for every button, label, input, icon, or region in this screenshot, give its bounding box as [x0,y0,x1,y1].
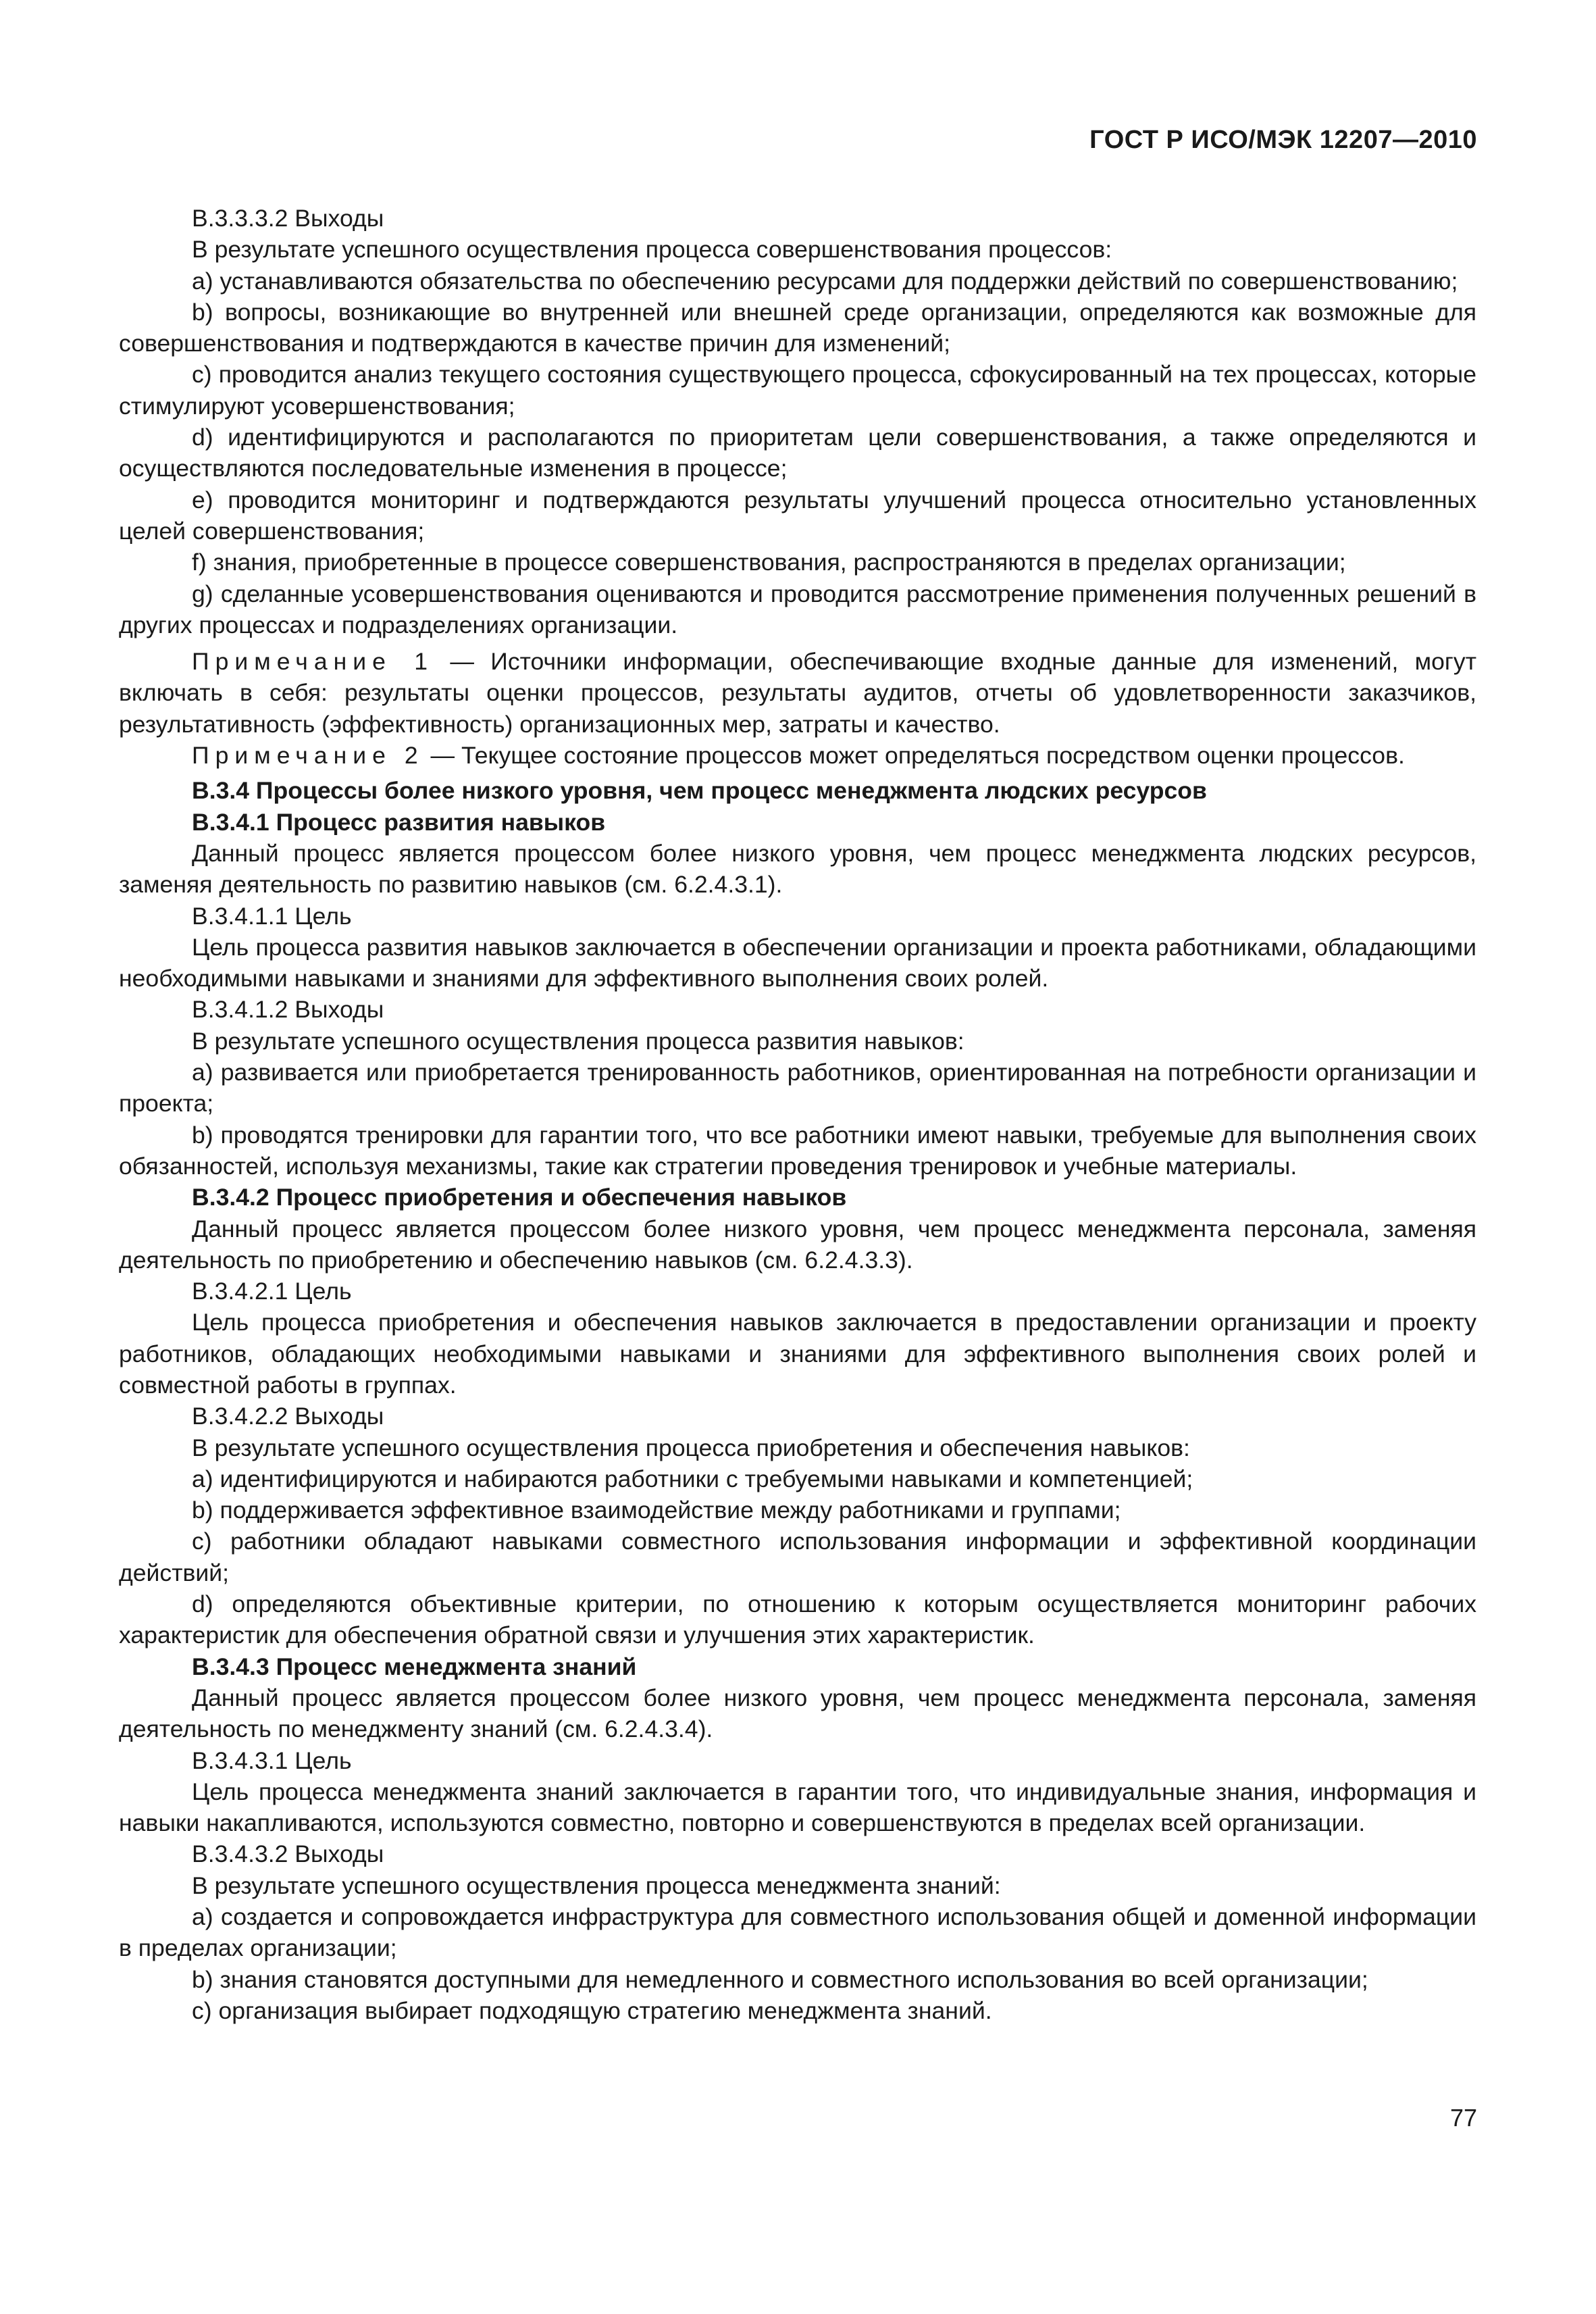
body-paragraph: B.3.4.1.1 Цель [192,902,352,930]
body-paragraph: e) проводится мониторинг и подтверждаются результаты улучшений процесса относительно установленных целей совершенствования; [119,486,1476,545]
note-paragraph [119,740,1476,771]
body-paragraph: В результате успешного осуществления процесса развития навыков: [192,1027,964,1055]
body-paragraph: Данный процесс является процессом более низкого уровня, чем процесс менеджмента персонала, заменяя деятельность по менеджменту знаний (см. 6.2.4.3.4). [119,1684,1476,1743]
document-body [119,203,1476,2026]
section-heading: B.3.4 Процессы более низкого уровня, чем процесс менеджмента людских ресурсов [192,777,1207,805]
body-paragraph: B.3.3.3.2 Выходы [192,205,384,232]
body-paragraph: B.3.4.2.1 Цель [192,1278,352,1305]
note-text: — Текущее состояние процессов может определяться посредством оценки процессов. [423,742,1405,770]
body-paragraph: c) организация выбирает подходящую стратегию менеджмента знаний. [192,1996,992,2024]
body-paragraph: Цель процесса менеджмента знаний заключается в гарантии того, что индивидуальные знания, информация и навыки накапливаются, используются совместно, повторно и совершенствуются в пределах всей организации. [119,1778,1476,1837]
body-paragraph: В результате успешного осуществления процесса менеджмента знаний: [192,1871,1001,1899]
body-paragraph: g) сделанные усовершенствования оцениваются и проводится рассмотрение применения полученных решений в других процессах и подразделениях организации. [119,580,1476,638]
body-paragraph: B.3.4.1.2 Выходы [192,996,384,1024]
section-heading: B.3.4.1 Процесс развития навыков [192,808,606,836]
document-header: ГОСТ Р ИСО/МЭК 12207—2010 [1089,126,1477,154]
body-paragraph: c) проводится анализ текущего состояния существующего процесса, сфокусированный на тех процессах, которые стимулируют усовершенствования; [119,361,1476,420]
body-paragraph: a) развивается или приобретается тренированность работников, ориентированная на потребности организации и проекта; [119,1059,1476,1117]
page-number: 77 [1449,2104,1477,2132]
body-paragraph: b) вопросы, возникающие во внутренней или внешней среде организации, определяются как возможные для совершенствования и подтверждаются в качестве причин для изменений; [119,298,1476,357]
body-paragraph: Цель процесса развития навыков заключается в обеспечении организации и проекта работниками, обладающими необходимыми навыками и знаниями для эффективного выполнения своих ролей. [119,933,1476,992]
body-paragraph: b) знания становятся доступными для немедленного и совместного использования во всей организации; [192,1965,1368,1993]
body-paragraph: В результате успешного осуществления процесса совершенствования процессов: [192,236,1112,263]
body-paragraph: B.3.4.2.2 Выходы [192,1403,384,1430]
body-paragraph: b) поддерживается эффективное взаимодействие между работниками и группами; [192,1496,1121,1524]
body-paragraph: Данный процесс является процессом более низкого уровня, чем процесс менеджмента людских ресурсов, заменяя деятельность по развитию навыков (см. 6.2.4.3.1). [119,839,1476,899]
body-paragraph: d) идентифицируются и располагаются по приоритетам цели совершенствования, а также определяются и осуществляются последовательные изменения в процессе; [119,424,1476,482]
body-paragraph: a) устанавливаются обязательства по обеспечению ресурсами для поддержки действий по совершенствованию; [192,267,1458,295]
body-paragraph: Данный процесс является процессом более низкого уровня, чем процесс менеджмента персонала, заменяя деятельность по приобретению и обеспечению навыков (см. 6.2.4.3.3). [119,1215,1476,1274]
body-paragraph: Цель процесса приобретения и обеспечения навыков заключается в предоставлении организации и проекту работников, обладающих необходимыми навыками и знаниями для эффективного выполнения своих ролей и совместной работы в группах. [119,1309,1476,1399]
note-paragraph [119,646,1476,740]
note-label: Примечание 2 [192,742,424,770]
section-heading: B.3.4.2 Процесс приобретения и обеспечения навыков [192,1184,847,1211]
body-paragraph: B.3.4.3.1 Цель [192,1746,352,1774]
section-heading: B.3.4.3 Процесс менеджмента знаний [192,1653,637,1680]
body-paragraph: b) проводятся тренировки для гарантии того, что все работники имеют навыки, требуемые для выполнения своих обязанностей, используя механизмы, такие как стратегии проведения тренировок и учебные материалы. [119,1121,1476,1180]
body-paragraph: d) определяются объективные критерии, по отношению к которым осуществляется мониторинг рабочих характеристик для обеспечения обратной связи и улучшения этих характеристик. [119,1590,1476,1649]
body-paragraph: c) работники обладают навыками совместного использования информации и эффективной координации действий; [119,1528,1476,1586]
note-label: Примечание 1 [192,648,434,676]
body-paragraph: f) знания, приобретенные в процессе совершенствования, распространяются в пределах организации; [192,549,1346,576]
note-text: — Источники информации, обеспечивающие входные данные для изменений, могут включать в себя: результаты оценки процессов, результаты аудитов, отчеты об удовлетворенности заказчиков, результативность (эффективность) организационных мер, затраты и качество. [119,648,1476,738]
body-paragraph: B.3.4.3.2 Выходы [192,1840,384,1868]
body-paragraph: a) создается и сопровождается инфраструктура для совместного использования общей и доменной информации в пределах организации; [119,1903,1476,1962]
body-paragraph: В результате успешного осуществления процесса приобретения и обеспечения навыков: [192,1434,1190,1461]
body-paragraph: a) идентифицируются и набираются работники с требуемыми навыками и компетенцией; [192,1465,1193,1492]
